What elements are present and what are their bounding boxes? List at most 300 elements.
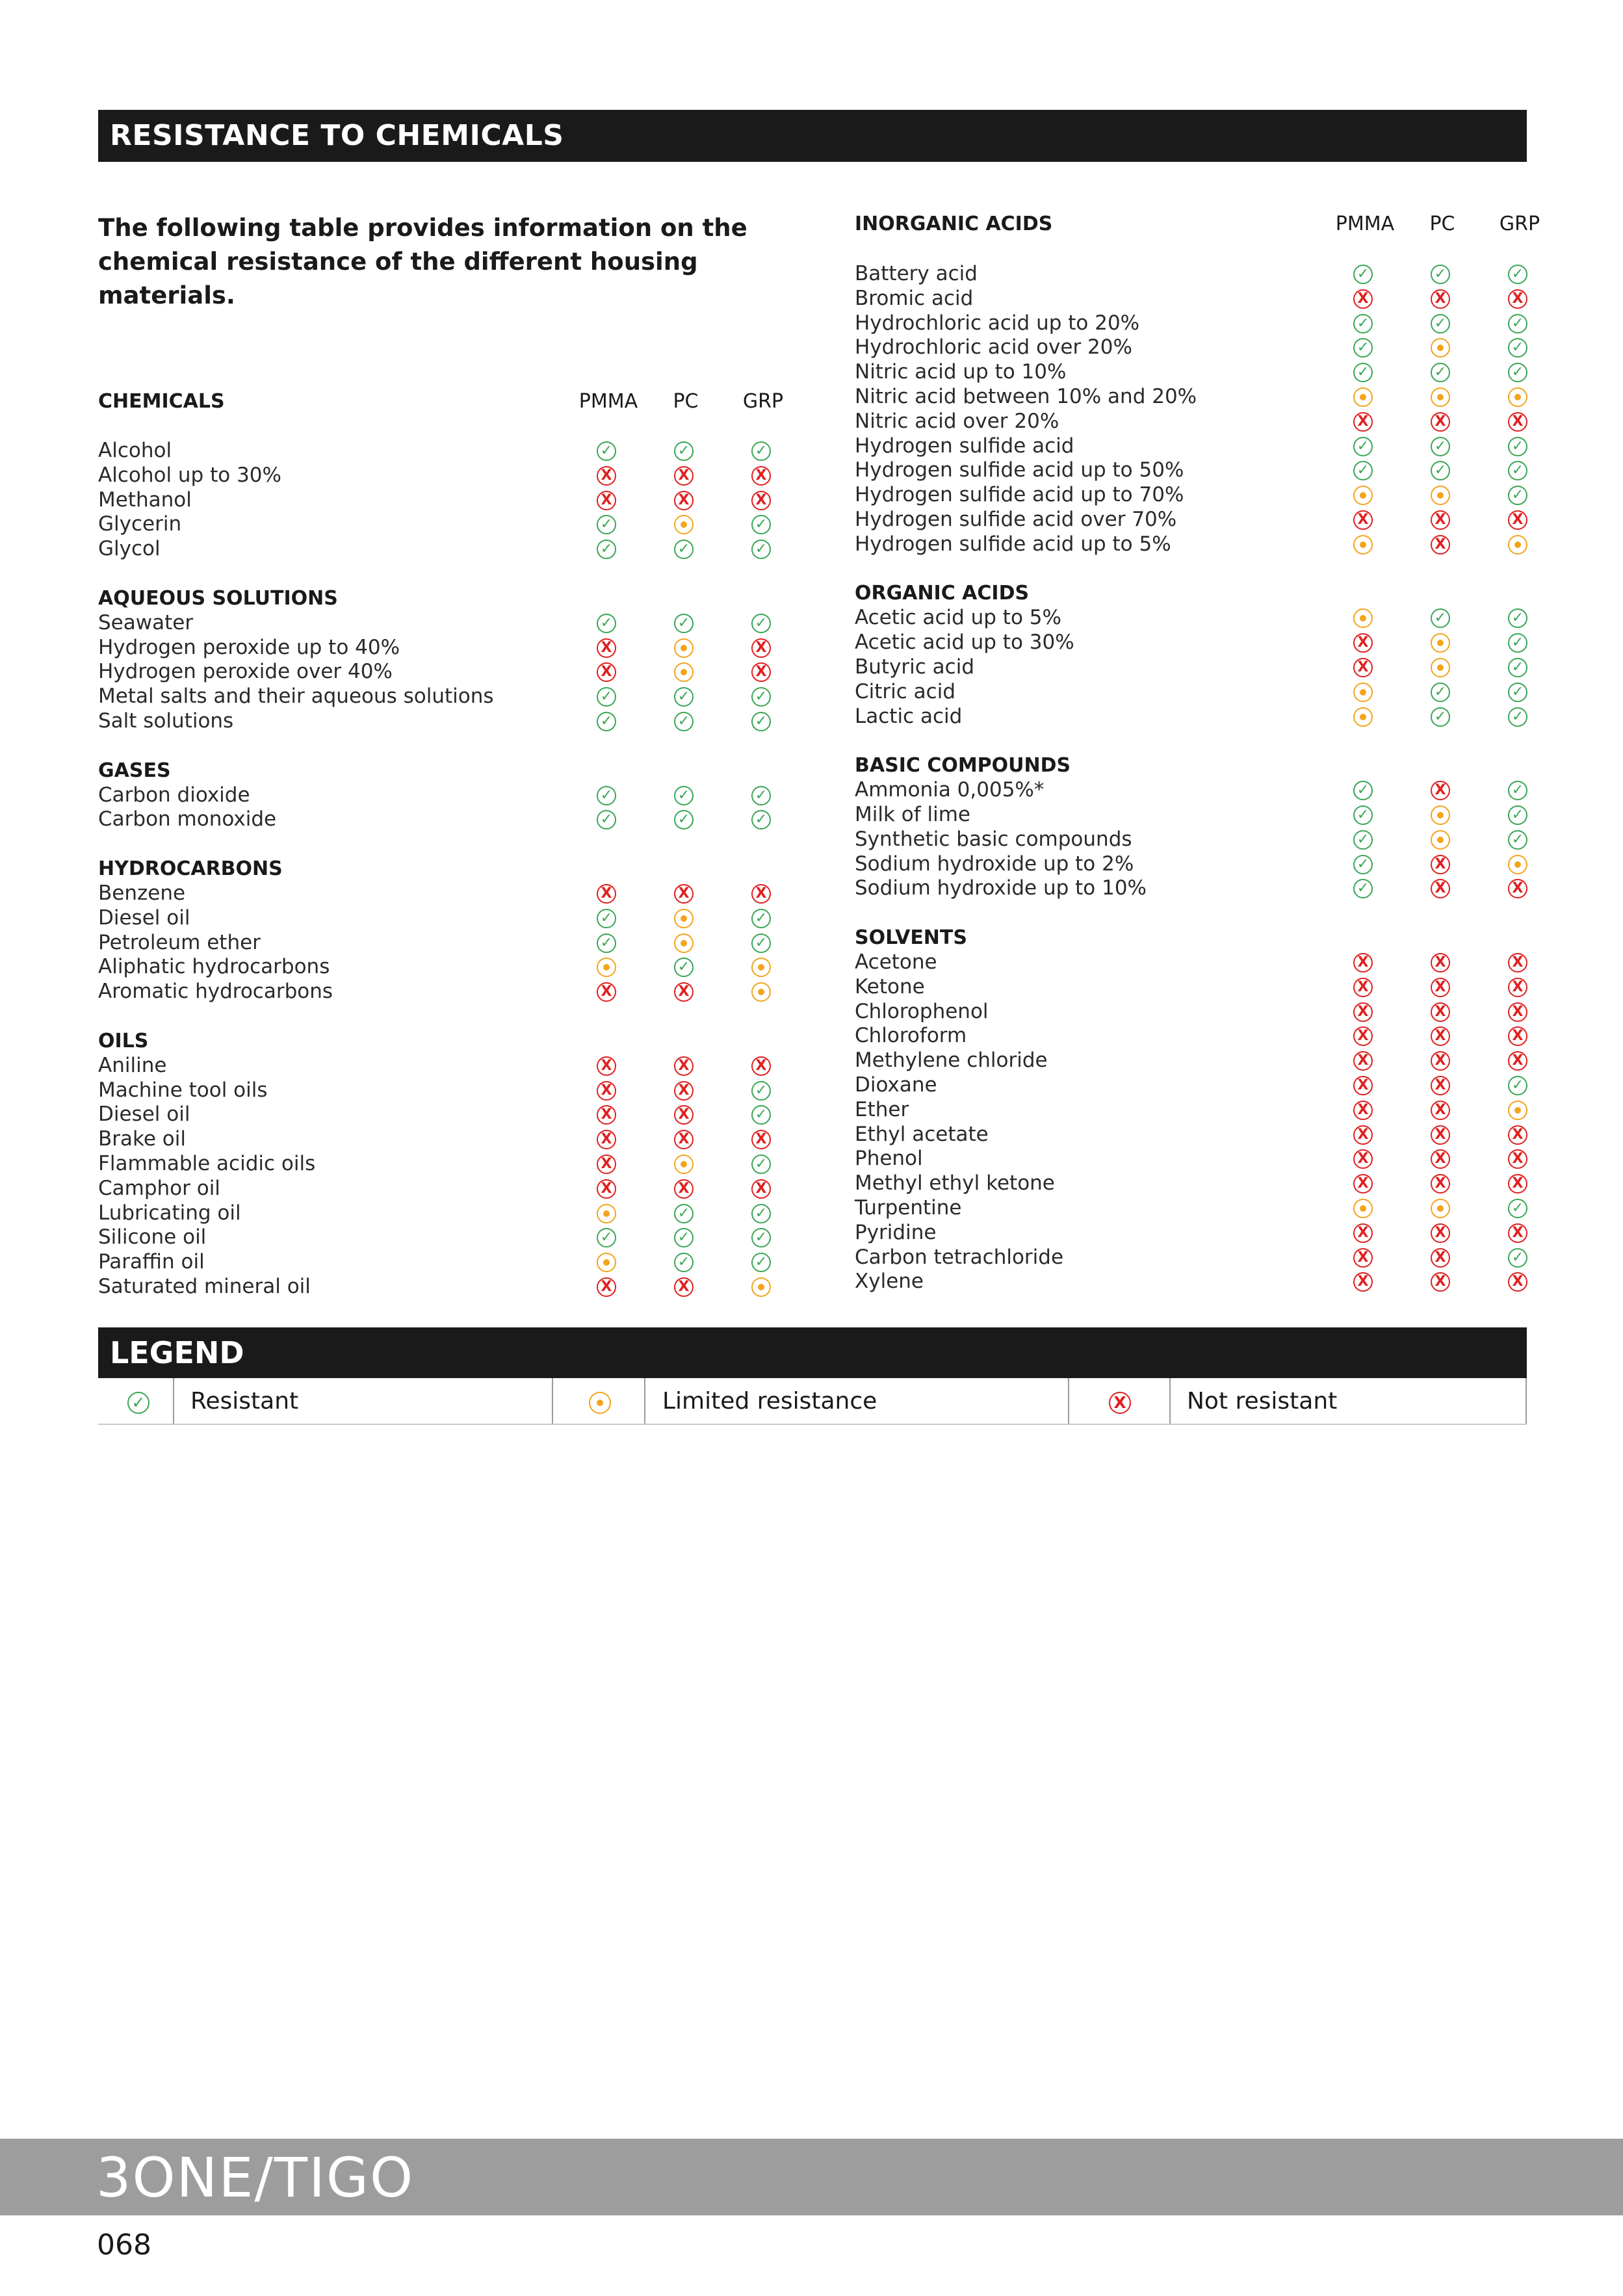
left-section: [98, 857, 800, 1004]
table-row: [98, 1078, 800, 1103]
header-pc: PC: [1429, 213, 1455, 235]
not-resistant-icon: X: [597, 1056, 616, 1076]
chemical-name: Acetic acid up to 30%: [855, 631, 1074, 655]
not-resistant-icon: X: [1353, 1101, 1373, 1120]
table-row: [855, 458, 1527, 483]
not-resistant-icon: X: [1431, 978, 1450, 997]
section-title: ORGANIC ACIDS: [855, 582, 1030, 605]
limited-resistance-icon: [1431, 633, 1450, 653]
table-row: [855, 778, 1527, 803]
section-title: BASIC COMPOUNDS: [855, 754, 1071, 777]
resistant-icon: ✓: [1508, 805, 1527, 825]
resistant-icon: ✓: [1508, 683, 1527, 702]
not-resistant-icon: X: [597, 638, 616, 658]
chemical-name: Citric acid: [855, 679, 955, 703]
not-resistant-icon: X: [1353, 978, 1373, 997]
limited-resistance-icon: [674, 662, 694, 682]
not-resistant-icon: X: [1431, 1223, 1450, 1243]
not-resistant-icon: X: [1431, 1125, 1450, 1145]
not-resistant-icon: X: [597, 466, 616, 486]
limited-resistance-icon: [674, 1155, 694, 1174]
not-resistant-icon: X: [1431, 412, 1450, 432]
chemical-name: Carbon dioxide: [98, 783, 250, 807]
not-resistant-icon: X: [674, 1105, 694, 1125]
resistant-icon: ✓: [127, 1392, 149, 1414]
resistant-icon: ✓: [1431, 707, 1450, 727]
resistant-icon: ✓: [1353, 363, 1373, 382]
chemical-name: Hydrogen sulfide acid up to 50%: [855, 458, 1184, 482]
limited-resistance-icon: [674, 515, 694, 534]
resistant-icon: ✓: [1353, 879, 1373, 898]
resistant-icon: ✓: [674, 1204, 694, 1223]
not-resistant-icon: X: [1431, 510, 1450, 530]
resistant-icon: ✓: [674, 687, 694, 707]
not-resistant-icon: X: [1353, 1076, 1373, 1095]
not-resistant-icon: X: [751, 1130, 771, 1149]
limited-resistance-icon: [1508, 535, 1527, 554]
table-row: [855, 631, 1527, 655]
table-row: [855, 1147, 1527, 1171]
section-title: OILS: [98, 1029, 149, 1052]
limited-resistance-icon: [751, 982, 771, 1002]
table-row: [98, 1054, 800, 1078]
not-resistant-icon: X: [674, 1179, 694, 1199]
not-resistant-icon: X: [597, 1081, 616, 1101]
not-resistant-icon: X: [1431, 1248, 1450, 1268]
chemical-name: Acetic acid up to 5%: [855, 606, 1061, 630]
chemical-name: Hydrogen sulfide acid over 70%: [855, 507, 1177, 531]
not-resistant-icon: X: [674, 1130, 694, 1149]
chemical-name: Hydrogen sulfide acid: [855, 434, 1074, 458]
not-resistant-icon: X: [1431, 1051, 1450, 1071]
not-resistant-icon: X: [1353, 412, 1373, 432]
page-number: 068: [97, 2228, 151, 2262]
chemical-name: Hydrogen sulfide acid up to 70%: [855, 483, 1184, 507]
table-row: [855, 606, 1527, 631]
legend-resistant-label: Resistant: [190, 1388, 299, 1415]
limited-resistance-icon: [1508, 387, 1527, 407]
header-pmma: PMMA: [1335, 213, 1395, 235]
not-resistant-icon: X: [751, 1056, 771, 1076]
chemical-name: Salt solutions: [98, 709, 234, 733]
table-row: [98, 488, 800, 513]
header-pc: PC: [673, 390, 699, 413]
chemical-name: Paraffin oil: [98, 1250, 205, 1274]
table-row: [98, 1152, 800, 1177]
not-resistant-icon: X: [751, 884, 771, 904]
limited-resistance-icon: [1353, 1199, 1373, 1218]
chemical-name: Ethyl acetate: [855, 1122, 989, 1146]
resistant-icon: ✓: [1353, 338, 1373, 358]
chemical-name: Xylene: [855, 1270, 924, 1294]
resistant-icon: ✓: [674, 786, 694, 805]
table-row: [98, 1250, 800, 1275]
resistant-icon: ✓: [751, 1204, 771, 1223]
chemical-name: Methylene chloride: [855, 1049, 1048, 1073]
not-resistant-icon: X: [1508, 412, 1527, 432]
resistant-icon: ✓: [1508, 781, 1527, 800]
resistant-icon: ✓: [597, 614, 616, 633]
chemical-name: Ketone: [855, 974, 925, 998]
limited-resistance-icon: [1431, 658, 1450, 677]
not-resistant-icon: X: [1431, 1026, 1450, 1046]
table-row: [98, 660, 800, 685]
header-grp: GRP: [1499, 213, 1540, 235]
not-resistant-icon: X: [1431, 1101, 1450, 1120]
limited-resistance-icon: [1353, 486, 1373, 505]
chemical-name: Nitric acid up to 10%: [855, 360, 1067, 384]
legend-not-resistant-label: Not resistant: [1187, 1388, 1338, 1415]
resistant-icon: ✓: [1508, 265, 1527, 284]
not-resistant-icon: X: [674, 1277, 694, 1297]
resistant-icon: ✓: [751, 687, 771, 707]
not-resistant-icon: X: [674, 1081, 694, 1101]
right-section: [855, 753, 1527, 901]
right-column-header: [855, 213, 1540, 239]
resistant-icon: ✓: [1508, 608, 1527, 628]
table-row: [98, 537, 800, 562]
chemical-name: Metal salts and their aqueous solutions: [98, 685, 494, 709]
table-row: [855, 876, 1527, 901]
limited-resistance-icon: [1431, 338, 1450, 358]
resistant-icon: ✓: [1508, 461, 1527, 480]
left-section: [98, 439, 800, 562]
chemical-name: Diesel oil: [98, 906, 190, 930]
table-row: [855, 705, 1527, 729]
legend-divider: [173, 1378, 174, 1425]
resistant-icon: ✓: [674, 614, 694, 633]
resistant-icon: ✓: [1353, 265, 1373, 284]
not-resistant-icon: X: [751, 466, 771, 486]
chemical-name: Seawater: [98, 610, 194, 634]
table-row: [855, 385, 1527, 410]
chemical-name: Glycol: [98, 537, 161, 561]
resistant-icon: ✓: [751, 810, 771, 829]
not-resistant-icon: X: [1431, 535, 1450, 554]
not-resistant-icon: X: [1353, 1223, 1373, 1243]
chemical-name: Carbon monoxide: [98, 807, 277, 831]
resistant-icon: ✓: [1508, 633, 1527, 653]
chemical-name: Aromatic hydrocarbons: [98, 980, 333, 1004]
resistant-icon: ✓: [597, 933, 616, 953]
section-title: SOLVENTS: [855, 926, 967, 949]
table-row: [98, 931, 800, 956]
not-resistant-icon: X: [597, 1130, 616, 1149]
resistant-icon: ✓: [751, 540, 771, 559]
resistant-icon: ✓: [751, 441, 771, 461]
resistant-icon: ✓: [1508, 363, 1527, 382]
table-row: [855, 360, 1527, 385]
not-resistant-icon: X: [1508, 289, 1527, 309]
table-row: [855, 262, 1527, 287]
resistant-icon: ✓: [1431, 608, 1450, 628]
not-resistant-icon: X: [1508, 1002, 1527, 1022]
resistant-icon: ✓: [1508, 338, 1527, 358]
not-resistant-icon: X: [751, 662, 771, 682]
not-resistant-icon: X: [674, 982, 694, 1002]
table-row: [855, 1270, 1527, 1294]
resistant-icon: ✓: [674, 958, 694, 977]
table-row: [855, 508, 1527, 532]
chemical-name: Silicone oil: [98, 1225, 207, 1249]
limited-resistance-icon: [1431, 387, 1450, 407]
resistant-icon: ✓: [1431, 363, 1450, 382]
legend-divider: [644, 1378, 645, 1425]
chemical-name: Nitric acid over 20%: [855, 409, 1059, 433]
not-resistant-icon: X: [1431, 953, 1450, 972]
not-resistant-icon: X: [1353, 1272, 1373, 1292]
limited-resistance-icon: [597, 1253, 616, 1272]
not-resistant-icon: X: [1353, 1174, 1373, 1194]
table-row: [855, 434, 1527, 459]
limited-resistance-icon: [1431, 805, 1450, 825]
resistant-icon: ✓: [674, 810, 694, 829]
table-row: [855, 1098, 1527, 1123]
resistant-icon: ✓: [1508, 314, 1527, 333]
table-row: [855, 311, 1527, 336]
table-row: [855, 1171, 1527, 1196]
resistant-icon: ✓: [751, 1155, 771, 1174]
chemical-name: Methyl ethyl ketone: [855, 1171, 1055, 1195]
table-row: [855, 950, 1527, 975]
limited-resistance-icon: [674, 933, 694, 953]
table-row: [855, 1221, 1527, 1246]
chemical-name: Synthetic basic compounds: [855, 827, 1132, 851]
not-resistant-icon: X: [1508, 879, 1527, 898]
limited-resistance-icon: [1353, 608, 1373, 628]
resistant-icon: ✓: [1508, 1248, 1527, 1268]
resistant-icon: ✓: [597, 515, 616, 534]
table-row: [855, 852, 1527, 877]
section-title: GASES: [98, 759, 171, 782]
chemical-name: Brake oil: [98, 1127, 186, 1151]
limited-resistance-icon: [1508, 855, 1527, 874]
limited-resistance-icon: [1431, 1199, 1450, 1218]
resistant-icon: ✓: [1431, 437, 1450, 456]
table-row: [98, 783, 800, 808]
limited-resistance-icon: [597, 1204, 616, 1223]
table-row: [98, 1102, 800, 1127]
chemical-name: Battery acid: [855, 262, 978, 285]
resistant-icon: ✓: [751, 1105, 771, 1125]
chemical-name: Nitric acid between 10% and 20%: [855, 384, 1197, 408]
right-header-title: INORGANIC ACIDS: [855, 213, 1053, 235]
resistant-icon: ✓: [1508, 707, 1527, 727]
not-resistant-icon: X: [1508, 1051, 1527, 1071]
not-resistant-icon: X: [1508, 510, 1527, 530]
chemical-name: Sodium hydroxide up to 2%: [855, 852, 1134, 876]
chemical-name: Alcohol: [98, 439, 172, 462]
legend-row: [98, 1378, 1527, 1425]
chemical-name: Hydrochloric acid up to 20%: [855, 311, 1140, 335]
chemical-name: Acetone: [855, 950, 937, 974]
table-row: [98, 636, 800, 660]
chemical-name: Sodium hydroxide up to 10%: [855, 876, 1147, 900]
table-row: [855, 1196, 1527, 1221]
section-title: AQUEOUS SOLUTIONS: [98, 586, 338, 610]
chemical-name: Turpentine: [855, 1195, 962, 1220]
chemical-name: Aliphatic hydrocarbons: [98, 955, 330, 979]
resistant-icon: ✓: [597, 786, 616, 805]
chemical-name: Lubricating oil: [98, 1201, 241, 1225]
table-row: [98, 512, 800, 537]
not-resistant-icon: X: [1508, 1272, 1527, 1292]
resistant-icon: ✓: [597, 441, 616, 461]
not-resistant-icon: X: [674, 1056, 694, 1076]
limited-resistance-icon: [674, 909, 694, 928]
legend-divider: [1526, 1378, 1527, 1425]
table-row: [855, 655, 1527, 680]
header-grp: GRP: [742, 390, 784, 413]
not-resistant-icon: X: [597, 1105, 616, 1125]
not-resistant-icon: X: [597, 1179, 616, 1199]
header-pmma: PMMA: [578, 390, 638, 413]
chemical-name: Hydrogen sulfide acid up to 5%: [855, 532, 1171, 556]
not-resistant-icon: X: [1431, 855, 1450, 874]
table-row: [98, 1275, 800, 1299]
resistant-icon: ✓: [751, 1228, 771, 1247]
table-row: [855, 1246, 1527, 1270]
limited-resistance-icon: [1431, 486, 1450, 505]
table-row: [855, 828, 1527, 852]
left-section: [98, 586, 800, 734]
resistant-icon: ✓: [1431, 461, 1450, 480]
not-resistant-icon: X: [1431, 1149, 1450, 1169]
brand-logo: 3ONE/TIGO: [96, 2146, 415, 2210]
not-resistant-icon: X: [1508, 1149, 1527, 1169]
not-resistant-icon: X: [674, 491, 694, 510]
limited-resistance-icon: [1353, 535, 1373, 554]
resistant-icon: ✓: [1353, 437, 1373, 456]
resistant-icon: ✓: [751, 909, 771, 928]
resistant-icon: ✓: [597, 712, 616, 731]
table-row: [855, 483, 1527, 508]
resistant-icon: ✓: [1353, 314, 1373, 333]
table-row: [98, 1201, 800, 1226]
table-row: [855, 1073, 1527, 1098]
table-row: [98, 463, 800, 488]
legend-limited-label: Limited resistance: [662, 1388, 877, 1415]
table-row: [855, 410, 1527, 434]
chemical-name: Dioxane: [855, 1073, 937, 1097]
not-resistant-icon: X: [597, 982, 616, 1002]
chemical-name: Carbon tetrachloride: [855, 1245, 1064, 1269]
limited-resistance-icon: [589, 1392, 611, 1414]
table-row: [855, 1024, 1527, 1049]
chemical-name: Saturated mineral oil: [98, 1274, 311, 1298]
resistant-icon: ✓: [751, 933, 771, 953]
section-title: HYDROCARBONS: [98, 857, 283, 880]
resistant-icon: ✓: [1508, 437, 1527, 456]
resistant-icon: ✓: [751, 614, 771, 633]
not-resistant-icon: X: [1109, 1392, 1131, 1414]
limited-resistance-icon: [597, 958, 616, 977]
resistant-icon: ✓: [1508, 486, 1527, 505]
not-resistant-icon: X: [1508, 1174, 1527, 1194]
right-section: [855, 926, 1527, 1294]
limited-resistance-icon: [1353, 387, 1373, 407]
chemical-name: Petroleum ether: [98, 930, 261, 954]
resistant-icon: ✓: [674, 1253, 694, 1272]
resistant-icon: ✓: [751, 712, 771, 731]
resistant-icon: ✓: [674, 441, 694, 461]
resistant-icon: ✓: [674, 712, 694, 731]
resistant-icon: ✓: [1508, 658, 1527, 677]
not-resistant-icon: X: [1508, 1125, 1527, 1145]
not-resistant-icon: X: [1431, 289, 1450, 309]
resistant-icon: ✓: [674, 1228, 694, 1247]
right-section: [855, 581, 1527, 729]
chemical-name: Methanol: [98, 488, 192, 512]
resistant-icon: ✓: [1353, 805, 1373, 825]
not-resistant-icon: X: [1353, 1149, 1373, 1169]
not-resistant-icon: X: [597, 491, 616, 510]
not-resistant-icon: X: [1353, 658, 1373, 677]
chemical-name: Bromic acid: [855, 286, 974, 310]
not-resistant-icon: X: [1431, 879, 1450, 898]
table-row: [98, 1127, 800, 1152]
left-column-header: [98, 390, 800, 416]
table-row: [98, 1225, 800, 1250]
resistant-icon: ✓: [1508, 830, 1527, 850]
chemical-name: Milk of lime: [855, 802, 971, 826]
legend-bottom-rule: [98, 1424, 1527, 1425]
right-section: [855, 262, 1527, 557]
table-row: [855, 287, 1527, 311]
not-resistant-icon: X: [1353, 1026, 1373, 1046]
legend-title: LEGEND: [98, 1327, 1527, 1378]
resistant-icon: ✓: [597, 687, 616, 707]
resistant-icon: ✓: [751, 1253, 771, 1272]
page-title: RESISTANCE TO CHEMICALS: [98, 110, 1527, 162]
table-row: [855, 803, 1527, 828]
chemical-name: Pyridine: [855, 1220, 937, 1244]
not-resistant-icon: X: [1353, 1125, 1373, 1145]
table-row: [855, 532, 1527, 557]
resistant-icon: ✓: [1431, 265, 1450, 284]
table-row: [98, 955, 800, 980]
chemical-name: Aniline: [98, 1053, 167, 1077]
limited-resistance-icon: [1353, 683, 1373, 702]
table-row: [98, 709, 800, 734]
table-row: [855, 335, 1527, 360]
chemical-name: Alcohol up to 30%: [98, 463, 281, 487]
chemical-name: Machine tool oils: [98, 1078, 268, 1102]
table-row: [98, 881, 800, 906]
not-resistant-icon: X: [597, 884, 616, 904]
not-resistant-icon: X: [1508, 1026, 1527, 1046]
chemical-name: Ammonia 0,005%*: [855, 778, 1045, 802]
resistant-icon: ✓: [751, 1081, 771, 1101]
not-resistant-icon: X: [751, 638, 771, 658]
table-row: [855, 1123, 1527, 1147]
chemical-name: Chlorophenol: [855, 999, 989, 1023]
resistant-icon: ✓: [597, 540, 616, 559]
not-resistant-icon: X: [1508, 1223, 1527, 1243]
resistant-icon: ✓: [1431, 314, 1450, 333]
table-row: [855, 975, 1527, 1000]
not-resistant-icon: X: [597, 662, 616, 682]
not-resistant-icon: X: [597, 1277, 616, 1297]
chemical-name: Lactic acid: [855, 704, 963, 728]
table-row: [98, 807, 800, 832]
chemical-name: Hydrogen peroxide over 40%: [98, 660, 393, 684]
not-resistant-icon: X: [1353, 289, 1373, 309]
legend-divider: [552, 1378, 553, 1425]
not-resistant-icon: X: [1353, 1002, 1373, 1022]
chemical-name: Phenol: [855, 1147, 923, 1171]
not-resistant-icon: X: [1431, 1002, 1450, 1022]
